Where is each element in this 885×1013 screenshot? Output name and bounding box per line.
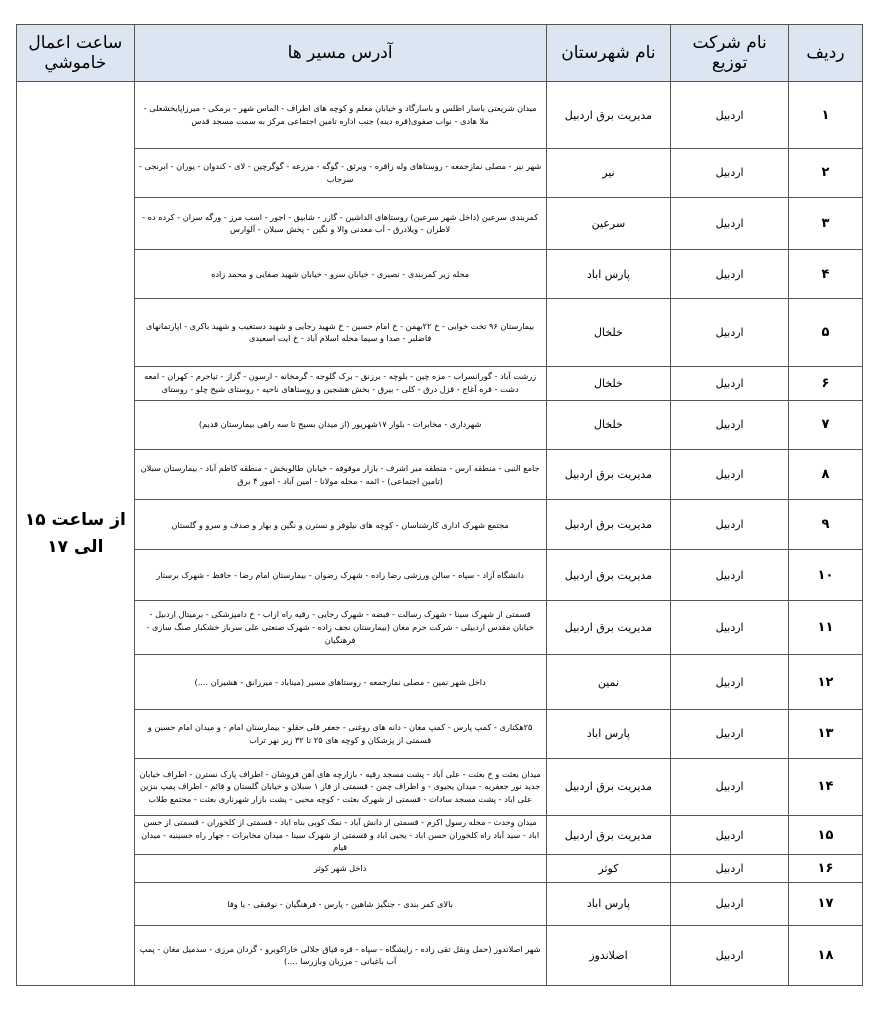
table-row — [17, 600, 863, 654]
company-cell: اردبیل — [671, 299, 789, 366]
county-cell: خلخال — [546, 400, 671, 449]
row-number-cell: ۱۵ — [788, 815, 862, 854]
row-number-cell: ۱۳ — [788, 710, 862, 758]
table-row — [17, 815, 863, 854]
company-cell: اردبیل — [671, 82, 789, 149]
outage-time-cell — [17, 82, 135, 986]
row-number-cell: ۱۸ — [788, 925, 862, 985]
row-number-cell: ۱ — [788, 82, 862, 149]
county-cell: کوثر — [546, 855, 671, 883]
address-cell: شهرداری - مخابرات - بلوار ۱۷شهریور (از میدان بسیج تا سه راهی بیمارستان قدیم) — [134, 400, 546, 449]
address-cell: میدان شریعتی باسار اطلس و باسارگاد و خیابان معلم و کوچه های اطراف - الماس شهر - برمکی - میرزاپایخشعلی - ملا هادی - نواب صفوی(قره دینه) جنب اداره تامین اجتماعی مرکز به سمت مسجد قدس — [134, 82, 546, 149]
table-row — [17, 82, 863, 149]
address-cell: قسمتی از شهرک سینا - شهرک رسالت - قبضه - شهرک رجایی - رقیه راه ازاب - خ دامپزشکی - برمیتال اردبیل - خیابان مقدس اردبیلی - شرکت حرم مغان (بیمارستان نجف زاده - شهرک صنعتی علی سرباز خشکبار صنگ سازی - فرهنگیان — [134, 600, 546, 654]
county-cell: پارس اباد — [546, 883, 671, 925]
outage-time-line1: از ساعت ۱۵ — [24, 510, 126, 531]
county-cell: مدیریت برق اردبیل — [546, 500, 671, 550]
table-row — [17, 500, 863, 550]
table-header-row — [17, 25, 863, 82]
header-address: آدرس مسیر ها — [134, 25, 546, 82]
table-row — [17, 400, 863, 449]
address-cell: میدان وحدت - محله رسول اکرم - قسمتی از دانش آباد - نمک کوبی بناه اباد - قسمتی از کلخوران - قسمتی از حسن اباد - سید آباد راه کلخوران حسن اباد - یحیی اباد و قسمتی از شهرک سینا - میدان مخابرات - جهار راه حسینیه - میدان قیام — [134, 815, 546, 854]
row-number-cell: ۷ — [788, 400, 862, 449]
address-cell: مجتمع شهرک اداری کارشناسان - کوچه های نیلوفر و نسترن و نگین و بهار و صدف و سرو و گلستان — [134, 500, 546, 550]
address-cell: جامع النبی - منطقه ارس - منطقه میر اشرف - بازار موقوفه - خیابان طالوبخش - منطقه کاظم آباد - بیمارستان سبلان (تامین اجتماعی) - ائمه - محله مولانا - امین آباد - امور ۴ برق — [134, 449, 546, 499]
address-cell: میدان بعثت و خ بعثت - علی آباد - پشت مسجد رقیه - بازارچه های آهن فروشان - اطراف پارک نسترن - اطراف خیابان جدید نور جعفریه - میدان یحیوی - و اطراف چمن - قسمتی از فاز ۱ سبلان و خیابان گلستان و قائم - اطراف پمپ بنزین علی اباد - پشت مسجد سادات - قسمتی از شهرک بعثت - کوچه محبی - پشت بازار شهرناری بعثت - مجتمع طلاب — [134, 758, 546, 815]
county-cell: پارس اباد — [546, 249, 671, 298]
address-cell: بیمارستان ۹۶ تخت خوابی - خ ۲۲بهمن - خ امام حسین - خ شهید رجایی و شهید دستغیب و شهید باکری - اپارتمانهای فاضلبر - صدا و سیما محله اسلام آباد - خ ایت اسعیدی — [134, 299, 546, 366]
company-cell: اردبیل — [671, 400, 789, 449]
row-number-cell: ۶ — [788, 366, 862, 400]
company-cell: اردبیل — [671, 550, 789, 600]
table-row — [17, 249, 863, 298]
company-cell: اردبیل — [671, 815, 789, 854]
company-cell: اردبیل — [671, 925, 789, 985]
table-row — [17, 710, 863, 758]
company-cell: اردبیل — [671, 655, 789, 710]
address-cell: بالای کمر بندی - جنگیز شاهین - پارس - فرهنگیان - نوقیقی - یا وفا — [134, 883, 546, 925]
row-number-cell: ۹ — [788, 500, 862, 550]
company-cell: اردبیل — [671, 366, 789, 400]
table-row — [17, 449, 863, 499]
header-outage-time-line2: خاموشي — [44, 53, 107, 73]
company-cell: اردبیل — [671, 758, 789, 815]
county-cell: پارس اباد — [546, 710, 671, 758]
row-number-cell: ۱۶ — [788, 855, 862, 883]
table-row — [17, 366, 863, 400]
county-cell: مدیریت برق اردبیل — [546, 815, 671, 854]
county-cell: نمین — [546, 655, 671, 710]
header-row-number: ردیف — [788, 25, 862, 82]
row-number-cell: ۴ — [788, 249, 862, 298]
header-county: نام شهرستان — [546, 25, 671, 82]
county-cell: اصلاندوز — [546, 925, 671, 985]
row-number-cell: ۱۰ — [788, 550, 862, 600]
outage-time-line2: الی ۱۷ — [47, 536, 104, 557]
county-cell: مدیریت برق اردبیل — [546, 449, 671, 499]
table-row — [17, 197, 863, 249]
table-row — [17, 299, 863, 366]
address-cell: شهر اصلاندوز (حمل ونقل تقی زاده - زایشگاه - سپاه - قره قیاق جلالی خاراکوبرو - گردان مرزی - سدمیل مغان - پمپ آب باغبانی - مرزبان وبازرسا ....) — [134, 925, 546, 985]
county-cell: نیر — [546, 149, 671, 197]
address-cell: شهر نیر - مصلی نمازجمعه - روستاهای وله زاقره - ویرثق - گوگه - مزرعه - گوگرچین - لای - کندوان - یوران - ابرنجی - سرجاب — [134, 149, 546, 197]
row-number-cell: ۱۱ — [788, 600, 862, 654]
table-row — [17, 550, 863, 600]
header-company: نام شرکت توزیع — [671, 25, 789, 82]
county-cell: مدیریت برق اردبیل — [546, 550, 671, 600]
table-row — [17, 758, 863, 815]
county-cell: مدیریت برق اردبیل — [546, 758, 671, 815]
company-cell: اردبیل — [671, 855, 789, 883]
county-cell: مدیریت برق اردبیل — [546, 82, 671, 149]
county-cell: خلخال — [546, 299, 671, 366]
company-cell: اردبیل — [671, 883, 789, 925]
address-cell: داخل شهر نمین - مصلی نمازجمعه - روستاهای مسیر (میناباد - میرزانق - هشیران ....) — [134, 655, 546, 710]
outage-schedule-table — [16, 24, 863, 986]
company-cell: اردبیل — [671, 197, 789, 249]
header-outage-time-line1: ساعت اعمال — [28, 33, 123, 53]
table-row — [17, 149, 863, 197]
company-cell: اردبیل — [671, 449, 789, 499]
header-outage-time — [17, 25, 135, 82]
address-cell: کمربندی سرعین (داخل شهر سرعین) روستاهای الداشین - گازر - شابیق - اجور - اسب مرز - ورگه سران - کرده ده - لاطران - ویلادرق - آب معدنی والا و نگین - پخش سبلان - آلوارس — [134, 197, 546, 249]
row-number-cell: ۱۲ — [788, 655, 862, 710]
county-cell: مدیریت برق اردبیل — [546, 600, 671, 654]
address-cell: ۲۵هکتاری - کمپ پارس - کمپ مغان - دانه های روغنی - جعفر قلی حقلو - بیمارستان امام - و میدان امام حسین و قسمتی از پزشکان و کوچه های ۲۵ تا ۳۲ زیر نهر تراب — [134, 710, 546, 758]
address-cell: دانشگاه آزاد - سپاه - سالن ورزشی رضا زاده - شهرک رضوان - بیمارستان امام رضا - حافظ - شهرک برستار — [134, 550, 546, 600]
company-cell: اردبیل — [671, 149, 789, 197]
company-cell: اردبیل — [671, 710, 789, 758]
table-row — [17, 883, 863, 925]
table-row — [17, 655, 863, 710]
table-row — [17, 855, 863, 883]
row-number-cell: ۱۷ — [788, 883, 862, 925]
company-cell: اردبیل — [671, 600, 789, 654]
row-number-cell: ۸ — [788, 449, 862, 499]
table-row — [17, 925, 863, 985]
address-cell: زرشت آباد - گورانسراب - مزه چین - بلوچه - برزنق - برک گلوجه - گرمخانه - ارسون - گزاز - تیاحرم - کهران - امعه دشت - قره آغاج - قزل درق - کلی - بیرق - بخش هشجین و روستاهای ناحیه - روستای شیخ چلو - روستای — [134, 366, 546, 400]
row-number-cell: ۱۴ — [788, 758, 862, 815]
address-cell: محله زیر کمربندی - نصیری - خیابان سرو - خیابان شهید صفایی و محمد زاده — [134, 249, 546, 298]
county-cell: سرعین — [546, 197, 671, 249]
county-cell: خلخال — [546, 366, 671, 400]
company-cell: اردبیل — [671, 249, 789, 298]
row-number-cell: ۲ — [788, 149, 862, 197]
row-number-cell: ۵ — [788, 299, 862, 366]
row-number-cell: ۳ — [788, 197, 862, 249]
address-cell: داخل شهر کوثر — [134, 855, 546, 883]
company-cell: اردبیل — [671, 500, 789, 550]
